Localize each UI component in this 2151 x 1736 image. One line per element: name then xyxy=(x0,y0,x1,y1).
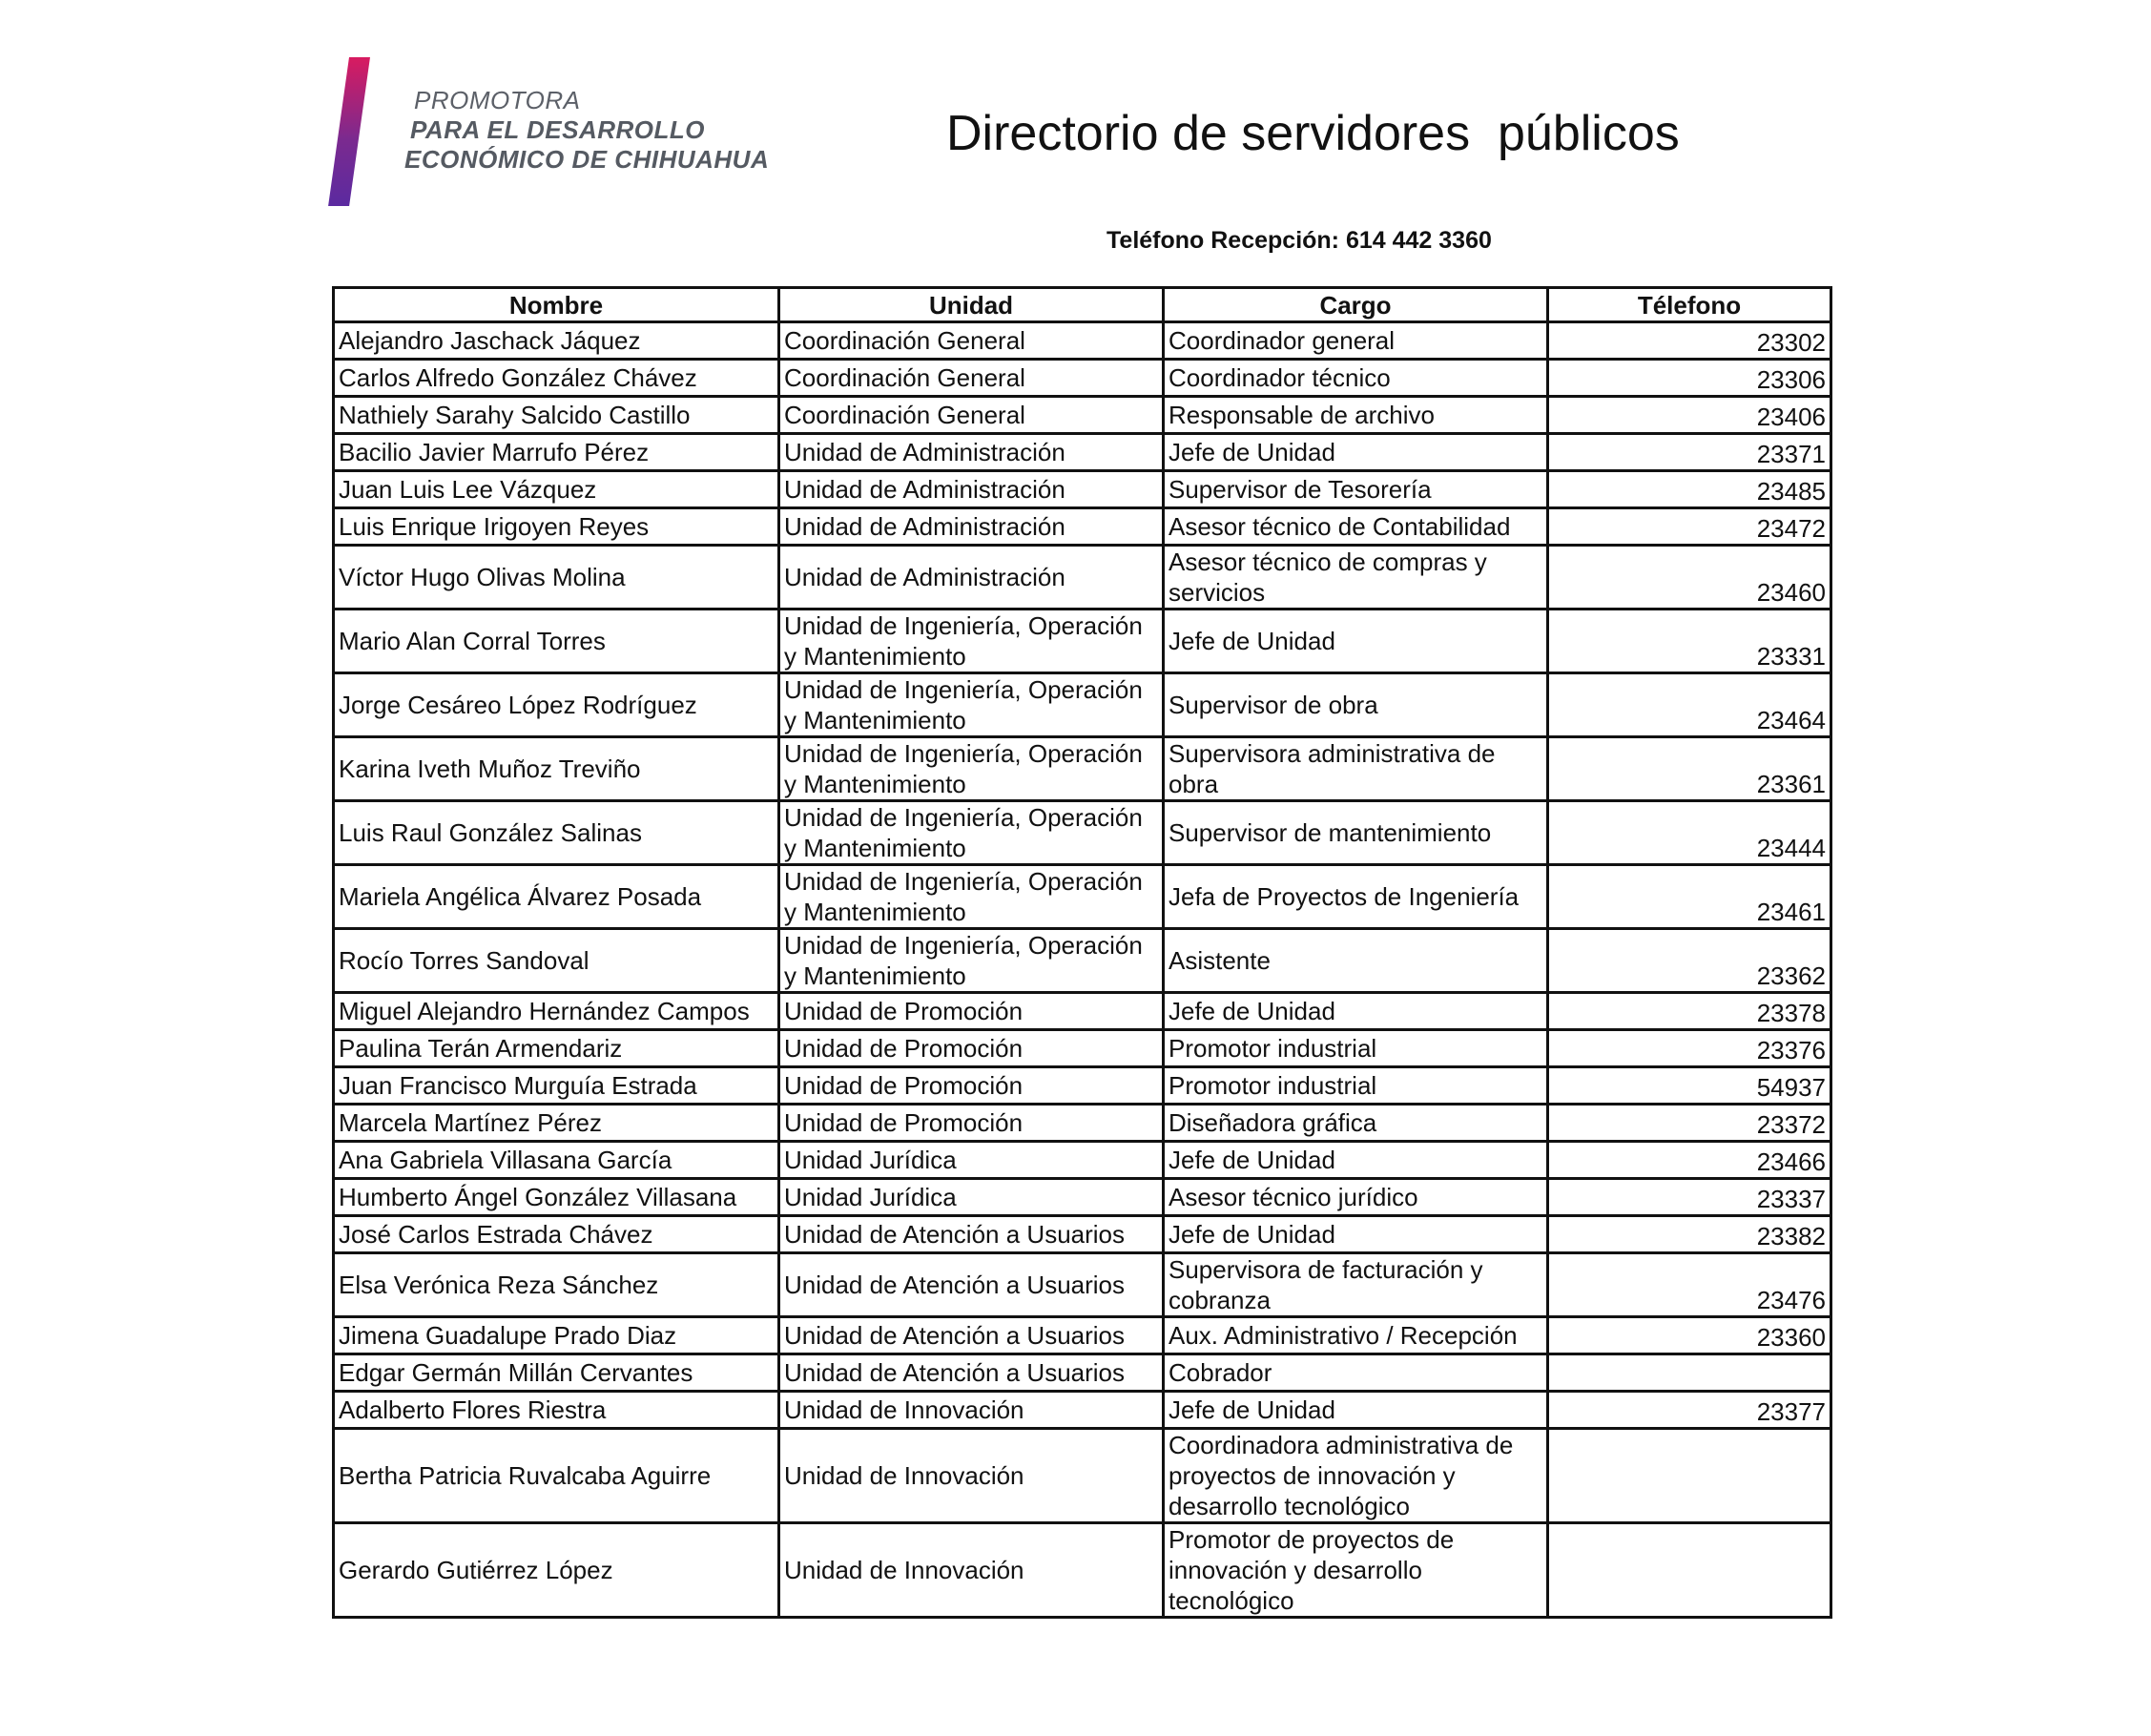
cell-cargo: Jefe de Unidad xyxy=(1164,434,1548,471)
cell-cargo: Asesor técnico de Contabilidad xyxy=(1164,508,1548,546)
cell-nombre: Adalberto Flores Riestra xyxy=(334,1392,779,1429)
cell-cargo: Supervisor de Tesorería xyxy=(1164,471,1548,508)
cell-unidad: Unidad Jurídica xyxy=(779,1142,1164,1179)
cell-cargo: Promotor de proyectos de innovación y desarrollo tecnológico xyxy=(1164,1523,1548,1618)
cell-telefono: 23337 xyxy=(1548,1179,1831,1216)
cell-cargo: Asesor técnico de compras y servicios xyxy=(1164,546,1548,610)
cell-unidad: Unidad de Ingeniería, Operación y Mantenimiento xyxy=(779,801,1164,865)
cell-telefono xyxy=(1548,1429,1831,1523)
cell-nombre: Elsa Verónica Reza Sánchez xyxy=(334,1253,779,1317)
cell-cargo: Coordinador técnico xyxy=(1164,360,1548,397)
cell-nombre: Mariela Angélica Álvarez Posada xyxy=(334,865,779,929)
table-row xyxy=(334,360,1831,397)
cell-cargo: Jefe de Unidad xyxy=(1164,1142,1548,1179)
cell-telefono: 23362 xyxy=(1548,929,1831,993)
table-row xyxy=(334,1030,1831,1067)
cell-unidad: Unidad de Administración xyxy=(779,508,1164,546)
header-telefono: Télefono xyxy=(1548,288,1831,322)
cell-telefono: 23378 xyxy=(1548,993,1831,1030)
cell-cargo: Supervisora administrativa de obra xyxy=(1164,737,1548,801)
table-row xyxy=(334,929,1831,993)
table-row xyxy=(334,1392,1831,1429)
cell-unidad: Unidad de Innovación xyxy=(779,1523,1164,1618)
cell-nombre: Karina Iveth Muñoz Treviño xyxy=(334,737,779,801)
cell-nombre: Jimena Guadalupe Prado Diaz xyxy=(334,1317,779,1354)
cell-unidad: Coordinación General xyxy=(779,397,1164,434)
cell-unidad: Unidad de Administración xyxy=(779,434,1164,471)
cell-unidad: Unidad de Atención a Usuarios xyxy=(779,1354,1164,1392)
cell-unidad: Unidad de Atención a Usuarios xyxy=(779,1253,1164,1317)
cell-nombre: Rocío Torres Sandoval xyxy=(334,929,779,993)
cell-telefono: 23361 xyxy=(1548,737,1831,801)
cell-unidad: Unidad Jurídica xyxy=(779,1179,1164,1216)
cell-nombre: Ana Gabriela Villasana García xyxy=(334,1142,779,1179)
table-row xyxy=(334,1253,1831,1317)
cell-nombre: Luis Enrique Irigoyen Reyes xyxy=(334,508,779,546)
cell-telefono: 23444 xyxy=(1548,801,1831,865)
cell-unidad: Unidad de Administración xyxy=(779,546,1164,610)
logo-line-3: ECONÓMICO DE CHIHUAHUA xyxy=(404,145,770,174)
cell-nombre: Edgar Germán Millán Cervantes xyxy=(334,1354,779,1392)
table-row xyxy=(334,1216,1831,1253)
cell-unidad: Unidad de Atención a Usuarios xyxy=(779,1317,1164,1354)
cell-unidad: Unidad de Administración xyxy=(779,471,1164,508)
cell-telefono xyxy=(1548,1523,1831,1618)
table-row xyxy=(334,610,1831,673)
header-nombre: Nombre xyxy=(334,288,779,322)
table-row xyxy=(334,322,1831,360)
table-row xyxy=(334,1354,1831,1392)
cell-nombre: Nathiely Sarahy Salcido Castillo xyxy=(334,397,779,434)
cell-cargo: Jefe de Unidad xyxy=(1164,1216,1548,1253)
table-row xyxy=(334,673,1831,737)
cell-cargo: Jefe de Unidad xyxy=(1164,993,1548,1030)
table-header-row xyxy=(334,288,1831,322)
cell-nombre: José Carlos Estrada Chávez xyxy=(334,1216,779,1253)
cell-cargo: Responsable de archivo xyxy=(1164,397,1548,434)
cell-unidad: Unidad de Ingeniería, Operación y Mantenimiento xyxy=(779,737,1164,801)
cell-cargo: Aux. Administrativo / Recepción xyxy=(1164,1317,1548,1354)
cell-telefono: 23376 xyxy=(1548,1030,1831,1067)
table-row xyxy=(334,508,1831,546)
cell-unidad: Unidad de Promoción xyxy=(779,1105,1164,1142)
table-row xyxy=(334,1523,1831,1618)
table-body xyxy=(334,322,1831,1618)
table-row xyxy=(334,1317,1831,1354)
cell-telefono: 23461 xyxy=(1548,865,1831,929)
cell-cargo: Coordinador general xyxy=(1164,322,1548,360)
cell-unidad: Unidad de Ingeniería, Operación y Mantenimiento xyxy=(779,929,1164,993)
cell-cargo: Cobrador xyxy=(1164,1354,1548,1392)
cell-telefono: 23360 xyxy=(1548,1317,1831,1354)
cell-cargo: Coordinadora administrativa de proyectos de innovación y desarrollo tecnológico xyxy=(1164,1429,1548,1523)
cell-unidad: Unidad de Promoción xyxy=(779,1067,1164,1105)
cell-telefono xyxy=(1548,1354,1831,1392)
cell-telefono: 23382 xyxy=(1548,1216,1831,1253)
cell-nombre: Jorge Cesáreo López Rodríguez xyxy=(334,673,779,737)
cell-unidad: Unidad de Ingeniería, Operación y Mantenimiento xyxy=(779,673,1164,737)
cell-unidad: Unidad de Innovación xyxy=(779,1392,1164,1429)
cell-nombre: Bacilio Javier Marrufo Pérez xyxy=(334,434,779,471)
table-row xyxy=(334,1429,1831,1523)
cell-unidad: Unidad de Atención a Usuarios xyxy=(779,1216,1164,1253)
cell-telefono: 23302 xyxy=(1548,322,1831,360)
reception-phone: Teléfono Recepción: 614 442 3360 xyxy=(1107,227,1492,254)
cell-telefono: 23466 xyxy=(1548,1142,1831,1179)
cell-nombre: Alejandro Jaschack Jáquez xyxy=(334,322,779,360)
cell-cargo: Promotor industrial xyxy=(1164,1030,1548,1067)
cell-telefono: 23377 xyxy=(1548,1392,1831,1429)
cell-cargo: Jefe de Unidad xyxy=(1164,610,1548,673)
cell-telefono: 23464 xyxy=(1548,673,1831,737)
table-row xyxy=(334,865,1831,929)
cell-nombre: Bertha Patricia Ruvalcaba Aguirre xyxy=(334,1429,779,1523)
table-row xyxy=(334,737,1831,801)
cell-nombre: Humberto Ángel González Villasana xyxy=(334,1179,779,1216)
cell-unidad: Coordinación General xyxy=(779,360,1164,397)
cell-telefono: 23485 xyxy=(1548,471,1831,508)
cell-unidad: Unidad de Ingeniería, Operación y Mantenimiento xyxy=(779,610,1164,673)
cell-nombre: Marcela Martínez Pérez xyxy=(334,1105,779,1142)
cell-nombre: Miguel Alejandro Hernández Campos xyxy=(334,993,779,1030)
directory-table xyxy=(332,286,1832,1619)
header-unidad: Unidad xyxy=(779,288,1164,322)
cell-unidad: Unidad de Ingeniería, Operación y Mantenimiento xyxy=(779,865,1164,929)
table-row xyxy=(334,1067,1831,1105)
cell-cargo: Supervisor de obra xyxy=(1164,673,1548,737)
table-row xyxy=(334,1142,1831,1179)
cell-cargo: Asistente xyxy=(1164,929,1548,993)
cell-nombre: Luis Raul González Salinas xyxy=(334,801,779,865)
table-row xyxy=(334,1105,1831,1142)
cell-telefono: 23406 xyxy=(1548,397,1831,434)
cell-unidad: Unidad de Innovación xyxy=(779,1429,1164,1523)
cell-unidad: Unidad de Promoción xyxy=(779,1030,1164,1067)
logo-line-1: PROMOTORA xyxy=(414,86,581,114)
cell-cargo: Asesor técnico jurídico xyxy=(1164,1179,1548,1216)
cell-cargo: Supervisora de facturación y cobranza xyxy=(1164,1253,1548,1317)
cell-cargo: Supervisor de mantenimiento xyxy=(1164,801,1548,865)
cell-nombre: Gerardo Gutiérrez López xyxy=(334,1523,779,1618)
cell-cargo: Promotor industrial xyxy=(1164,1067,1548,1105)
page-title: Directorio de servidores públicos xyxy=(946,106,1680,161)
cell-telefono: 23372 xyxy=(1548,1105,1831,1142)
table-row xyxy=(334,471,1831,508)
table-row xyxy=(334,397,1831,434)
cell-cargo: Jefe de Unidad xyxy=(1164,1392,1548,1429)
cell-cargo: Diseñadora gráfica xyxy=(1164,1105,1548,1142)
table-row xyxy=(334,546,1831,610)
cell-telefono: 23306 xyxy=(1548,360,1831,397)
logo-line-2: PARA EL DESARROLLO xyxy=(410,115,705,144)
cell-telefono: 54937 xyxy=(1548,1067,1831,1105)
cell-unidad: Coordinación General xyxy=(779,322,1164,360)
cell-nombre: Mario Alan Corral Torres xyxy=(334,610,779,673)
table-row xyxy=(334,1179,1831,1216)
cell-nombre: Paulina Terán Armendariz xyxy=(334,1030,779,1067)
cell-nombre: Carlos Alfredo González Chávez xyxy=(334,360,779,397)
cell-telefono: 23476 xyxy=(1548,1253,1831,1317)
cell-nombre: Juan Francisco Murguía Estrada xyxy=(334,1067,779,1105)
cell-unidad: Unidad de Promoción xyxy=(779,993,1164,1030)
cell-cargo: Jefa de Proyectos de Ingeniería xyxy=(1164,865,1548,929)
cell-telefono: 23460 xyxy=(1548,546,1831,610)
cell-telefono: 23331 xyxy=(1548,610,1831,673)
cell-nombre: Juan Luis Lee Vázquez xyxy=(334,471,779,508)
header-cargo: Cargo xyxy=(1164,288,1548,322)
cell-telefono: 23371 xyxy=(1548,434,1831,471)
cell-nombre: Víctor Hugo Olivas Molina xyxy=(334,546,779,610)
logo-stripe xyxy=(328,57,370,206)
table-row xyxy=(334,801,1831,865)
table-row xyxy=(334,434,1831,471)
cell-telefono: 23472 xyxy=(1548,508,1831,546)
organization-logo xyxy=(340,57,778,210)
table-row xyxy=(334,993,1831,1030)
